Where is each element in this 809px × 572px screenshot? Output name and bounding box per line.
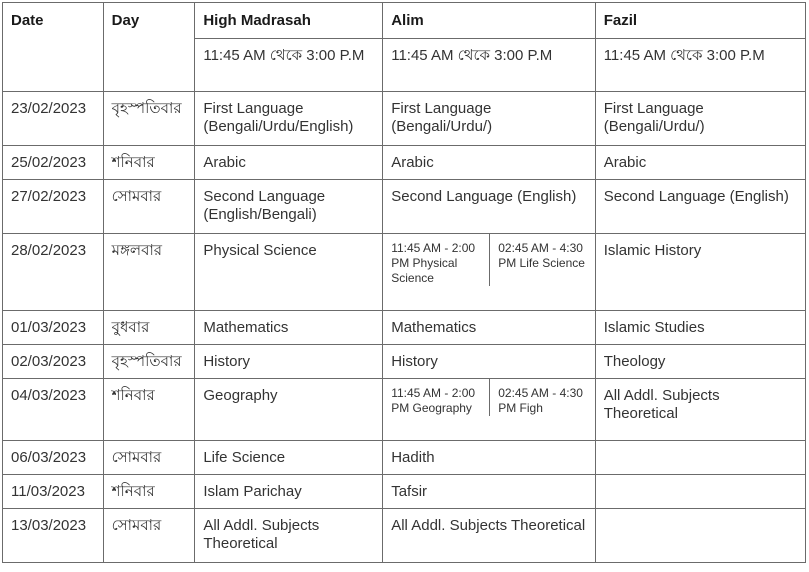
- cell-date: 23/02/2023: [3, 92, 104, 146]
- cell-day: বৃহস্পতিবার: [103, 92, 195, 146]
- cell-date: 25/02/2023: [3, 146, 104, 180]
- cell-alim: First Language (Bengali/Urdu/): [383, 92, 595, 146]
- cell-alim-first-session: 11:45 AM - 2:00 PM Physical Science: [383, 234, 490, 286]
- cell-fazil: All Addl. Subjects Theoretical: [595, 379, 805, 441]
- cell-fazil: Arabic: [595, 146, 805, 180]
- header-fazil: Fazil: [595, 3, 805, 39]
- header-day: Day: [103, 3, 195, 92]
- cell-alim: Arabic: [383, 146, 595, 180]
- cell-alim-first-session: 11:45 AM - 2:00 PM Geography: [383, 379, 490, 416]
- cell-date: 11/03/2023: [3, 475, 104, 509]
- time-alim: 11:45 AM থেকে 3:00 P.M: [383, 39, 595, 92]
- cell-day: সোমবার: [103, 180, 195, 234]
- header-row: [3, 3, 806, 39]
- cell-alim: Hadith: [383, 441, 595, 475]
- cell-high-madrasah: Mathematics: [195, 311, 383, 345]
- cell-high-madrasah: Life Science: [195, 441, 383, 475]
- cell-high-madrasah: History: [195, 345, 383, 379]
- table-row: [3, 475, 806, 509]
- exam-schedule-table: [2, 2, 806, 563]
- table-row: [3, 146, 806, 180]
- cell-day: শনিবার: [103, 146, 195, 180]
- cell-fazil: Second Language (English): [595, 180, 805, 234]
- cell-alim: Tafsir: [383, 475, 595, 509]
- table-row: [3, 234, 806, 311]
- table-row: [3, 441, 806, 475]
- cell-date: 04/03/2023: [3, 379, 104, 441]
- cell-alim: History: [383, 345, 595, 379]
- header-high-madrasah: High Madrasah: [195, 3, 383, 39]
- table-row: [3, 379, 806, 441]
- cell-alim: Mathematics: [383, 311, 595, 345]
- cell-fazil: [595, 475, 805, 509]
- cell-high-madrasah: Arabic: [195, 146, 383, 180]
- time-fazil: 11:45 AM থেকে 3:00 P.M: [595, 39, 805, 92]
- cell-fazil: Theology: [595, 345, 805, 379]
- cell-high-madrasah: Physical Science: [195, 234, 383, 311]
- table-row: [3, 311, 806, 345]
- cell-date: 01/03/2023: [3, 311, 104, 345]
- table-row: [3, 509, 806, 563]
- cell-day: শনিবার: [103, 379, 195, 441]
- cell-high-madrasah: All Addl. Subjects Theoretical: [195, 509, 383, 563]
- cell-alim: All Addl. Subjects Theoretical: [383, 509, 595, 563]
- cell-alim-second-session: 02:45 AM - 4:30 PM Figh: [498, 386, 583, 415]
- time-high-madrasah: 11:45 AM থেকে 3:00 P.M: [195, 39, 383, 92]
- cell-alim-split: [383, 234, 595, 311]
- cell-day: বৃহস্পতিবার: [103, 345, 195, 379]
- table-row: [3, 345, 806, 379]
- cell-date: 13/03/2023: [3, 509, 104, 563]
- cell-day: মঙ্গলবার: [103, 234, 195, 311]
- cell-alim-split: [383, 379, 595, 441]
- cell-date: 06/03/2023: [3, 441, 104, 475]
- cell-alim-second-session: 02:45 AM - 4:30 PM Life Science: [498, 241, 585, 270]
- cell-date: 02/03/2023: [3, 345, 104, 379]
- table-row: [3, 180, 806, 234]
- header-date: Date: [3, 3, 104, 92]
- cell-day: সোমবার: [103, 441, 195, 475]
- cell-fazil: Islamic History: [595, 234, 805, 311]
- cell-alim: Second Language (English): [383, 180, 595, 234]
- cell-day: বুধবার: [103, 311, 195, 345]
- cell-fazil: Islamic Studies: [595, 311, 805, 345]
- cell-fazil: [595, 441, 805, 475]
- header-alim: Alim: [383, 3, 595, 39]
- cell-date: 27/02/2023: [3, 180, 104, 234]
- cell-day: শনিবার: [103, 475, 195, 509]
- cell-fazil: First Language (Bengali/Urdu/): [595, 92, 805, 146]
- cell-high-madrasah: First Language (Bengali/Urdu/English): [195, 92, 383, 146]
- cell-day: সোমবার: [103, 509, 195, 563]
- cell-high-madrasah: Geography: [195, 379, 383, 441]
- cell-fazil: [595, 509, 805, 563]
- cell-high-madrasah: Islam Parichay: [195, 475, 383, 509]
- cell-date: 28/02/2023: [3, 234, 104, 311]
- cell-high-madrasah: Second Language (English/Bengali): [195, 180, 383, 234]
- table-row: [3, 92, 806, 146]
